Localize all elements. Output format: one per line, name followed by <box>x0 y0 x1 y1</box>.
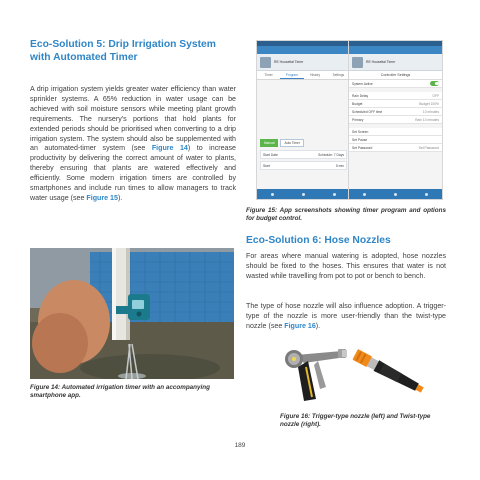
figure14-caption: Figure 14: Automated irrigation timer with an accompanying smartphone app. <box>30 384 210 399</box>
settings-row <box>349 128 442 136</box>
irrigation-timer-illustration <box>30 248 234 379</box>
section6-paragraph-2 <box>246 302 446 332</box>
tab-timer: Timer <box>264 73 273 77</box>
settings-row <box>349 116 442 124</box>
set-pause-label: Set Pause <box>352 137 368 142</box>
schedule-value: Schedule: 7 Days <box>318 152 344 157</box>
figure16-caption: Figure 16: Trigger-type nozzle (left) and Twist-type nozzle (right). <box>280 413 431 428</box>
system-active-row <box>349 80 442 88</box>
device-header <box>257 54 350 71</box>
section6-text-1: The type of hose nozzle will also influence adoption. A trigger-type of the nozzle is more user-friendly than the twist-type nozzle (see <box>246 302 446 330</box>
settings-row <box>349 136 442 144</box>
mode-manual-chip: Manual <box>260 139 278 147</box>
figure14-reference[interactable]: Figure 14 <box>151 144 188 153</box>
system-active-toggle <box>430 81 439 86</box>
hose-nozzles-illustration <box>246 343 446 407</box>
run-time-row <box>260 161 347 170</box>
set-password-label: Set Password <box>352 145 373 150</box>
figure15-caption: Figure 15: App screenshots showing timer program and options for budget control. <box>246 207 446 222</box>
system-active-label: System Active <box>352 81 373 86</box>
tab-history: History <box>310 73 321 77</box>
set-screen-label: Set Screen <box>352 129 369 134</box>
section6-text-2: ). <box>315 321 321 330</box>
controller-settings-header: Controller Settings <box>349 71 442 80</box>
app-screenshot-budget-settings <box>348 40 443 200</box>
irrigation-timer-photo <box>30 248 234 379</box>
device-thumbnail-icon <box>352 57 363 68</box>
duration-value: 5 min <box>335 163 344 168</box>
section5-title: Eco-Solution 5: Drip Irrigation System with Automated Timer <box>30 39 216 63</box>
schedule-row <box>260 150 347 159</box>
start-date-label: Start Date <box>263 152 278 157</box>
settings-row <box>349 92 442 100</box>
section6-paragraph-1: For areas where manual watering is adopted, hose nozzles should be fixed to the hoses. This ensures that water is not wasted while travelling from pot to pot or bench to bench. <box>246 252 446 280</box>
app-bar <box>257 46 350 54</box>
figure16-reference[interactable]: Figure 16 <box>284 321 316 330</box>
set-password-value: Set Password <box>418 145 439 150</box>
bottom-nav <box>349 189 442 199</box>
mode-auto-chip: Auto Timer <box>280 139 303 147</box>
bottom-nav <box>257 189 350 199</box>
rain-delay-label: Rain Delay <box>352 93 369 98</box>
settings-row <box>349 144 442 152</box>
twist-nozzle-icon <box>352 349 425 395</box>
budget-label: Budget <box>352 101 363 106</box>
trigger-nozzle-icon <box>285 349 347 401</box>
section5-text-1: A drip irrigation system yields greater water efficiency than water sprinkler systems. A 65% reduction in water usage can be achieved with soil moisture sensors while meeting plant growth requirements. The nursery's portions that hold plants for extended periods should be prioritised when converting to a drip irrigation system. The system should also be supplemented with an automated-timer system (see <box>30 85 236 153</box>
tab-settings: Settings <box>332 73 345 77</box>
rain-delay-value: OFF <box>432 93 439 98</box>
section6-title: Eco-Solution 6: Hose Nozzles <box>246 235 391 246</box>
app-bar <box>349 46 442 54</box>
section5-text-3: ). <box>117 193 123 202</box>
budget-value: Budget 100% <box>419 101 439 106</box>
settings-row <box>349 108 442 116</box>
section5-paragraph <box>30 85 236 204</box>
scheduled-off-label: Scheduled OFF time <box>352 109 383 114</box>
device-thumbnail-icon <box>260 57 271 68</box>
device-name: RE Houseltal Timer <box>274 60 304 64</box>
device-header <box>349 54 442 71</box>
app-screenshot-timer-program <box>256 40 351 200</box>
primary-label: Primary <box>352 117 364 122</box>
primary-value: Rain 10 minutes <box>415 117 439 122</box>
app-tabs <box>257 71 350 80</box>
scheduled-off-value: 10 minutes <box>422 109 439 114</box>
page-number: 189 <box>234 442 246 449</box>
figure15-reference[interactable]: Figure 15 <box>86 193 118 202</box>
settings-row <box>349 100 442 108</box>
device-name: RE Houseltal Timer <box>366 60 396 64</box>
tab-program: Program <box>280 71 303 79</box>
section5-text-2: ) to increase productivity by delivering the correct amount of water to plants, thereby ensuring that plants are watered effectively and efficiently. Some modern irrigation timers are controlled by smartphones and include run times to allow managers to track water usage (see <box>30 144 236 202</box>
start-label: Start <box>263 163 270 168</box>
